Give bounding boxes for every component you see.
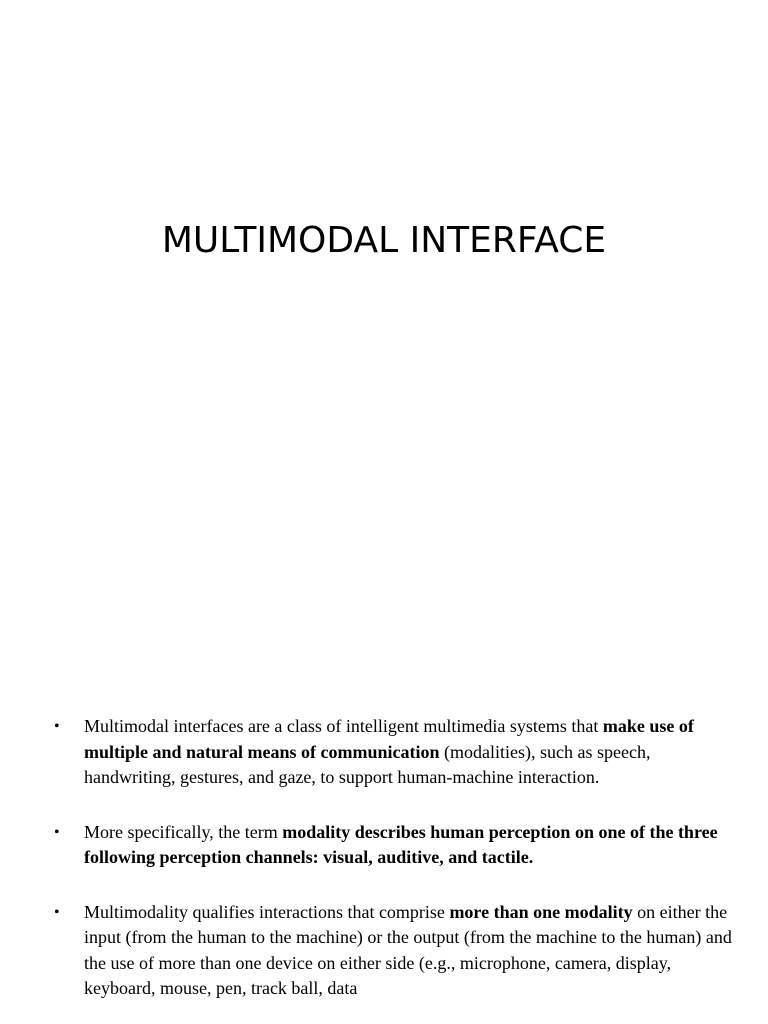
text-segment: More specifically, the term xyxy=(84,821,283,842)
bold-text-segment: make use of multiple and natural means of communication xyxy=(84,716,694,762)
bullet-text xyxy=(84,820,734,871)
bullet-item xyxy=(54,714,734,791)
bold-text-segment: more than one modality xyxy=(449,901,633,922)
bullet-item xyxy=(54,820,734,871)
text-segment: Multimodality qualifies interactions that comprise xyxy=(84,901,450,922)
bullet-item xyxy=(54,900,734,1002)
bullet-list xyxy=(54,714,734,1024)
text-segment: on either the input (from the human to the machine) or the output (from the machine to the human) and the use of more than one device on either side (e.g., microphone, camera, display, keyboard, mouse, pen, track ball, data xyxy=(84,901,732,998)
bullet-marker: • xyxy=(54,903,60,921)
text-segment: (modalities), such as speech, handwriting, gestures, and gaze, to support human-machine interaction. xyxy=(84,741,651,787)
text-segment: Multimodal interfaces are a class of intelligent multimedia systems that xyxy=(84,716,603,736)
bullet-text xyxy=(84,900,734,1002)
bullet-marker: • xyxy=(54,718,60,735)
bullet-text xyxy=(84,714,734,791)
slide-title: MULTIMODAL INTERFACE xyxy=(161,220,607,261)
bullet-marker: • xyxy=(54,823,60,841)
bold-text-segment: modality describes human perception on one of the three following perception channels: visual, auditive, and tactile. xyxy=(84,821,718,867)
